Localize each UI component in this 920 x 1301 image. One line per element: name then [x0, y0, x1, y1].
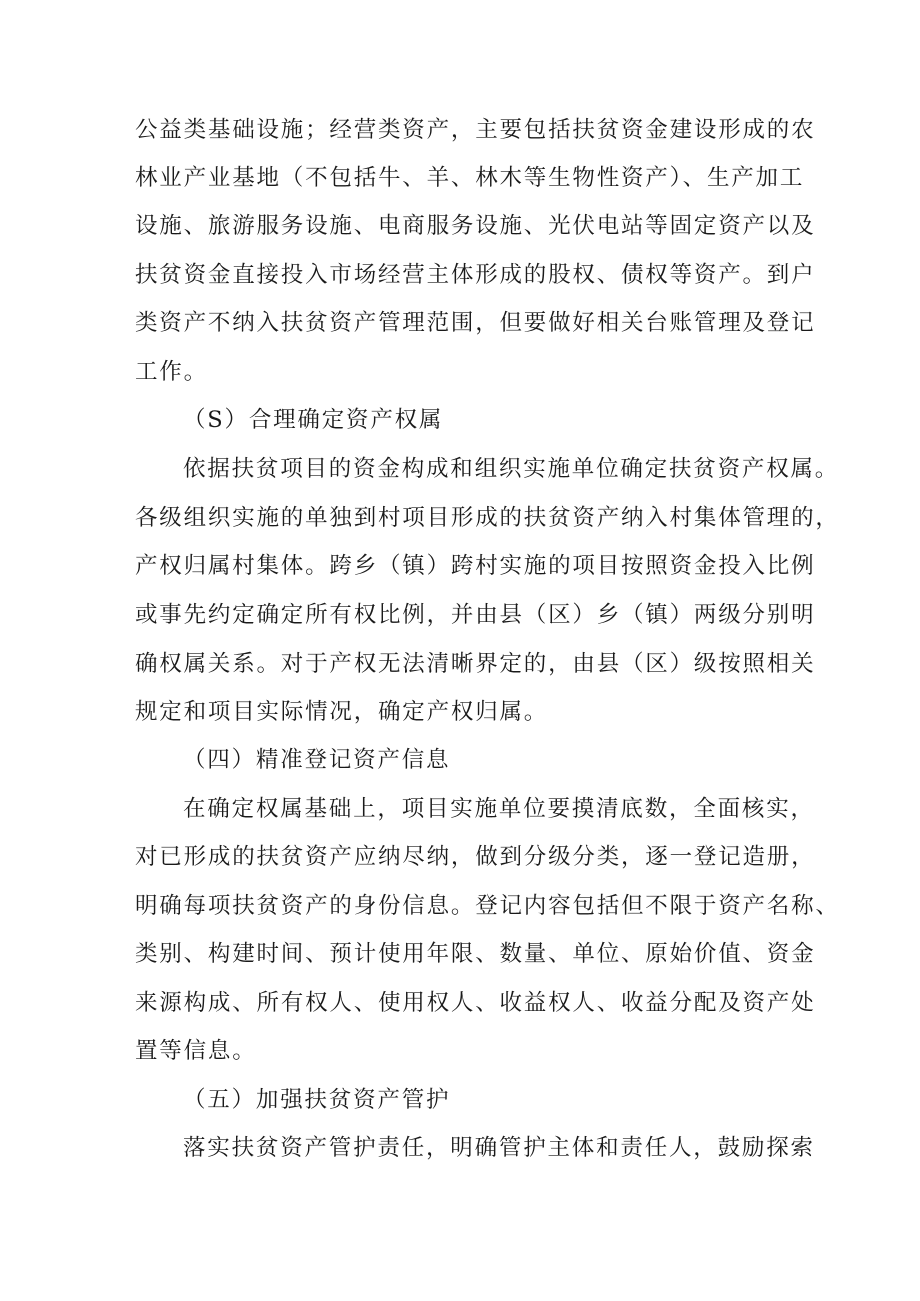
- body-text-line: 扶贫资金直接投入市场经营主体形成的股权、债权等资产。到户: [135, 262, 816, 288]
- body-text-line: 产权归属村集体。跨乡（镇）跨村实施的项目按照资金投入比例: [135, 553, 816, 579]
- body-text-line: 类别、构建时间、预计使用年限、数量、单位、原始价值、资金: [135, 941, 816, 967]
- section-heading: （S）合理确定资产权属: [183, 407, 444, 433]
- body-text-line: 确权属关系。对于产权无法清晰界定的，由县（区）级按照相关: [135, 651, 816, 677]
- body-text-line: 各级组织实施的单独到村项目形成的扶贫资产纳入村集体管理的，: [135, 505, 840, 531]
- body-text-line: 对已形成的扶贫资产应纳尽纳，做到分级分类，逐一登记造册，: [135, 844, 816, 870]
- body-text-line: 工作。: [135, 359, 208, 385]
- section-heading: （四）精准登记资产信息: [183, 747, 451, 773]
- body-text-line: 置等信息。: [135, 1038, 257, 1064]
- body-text-line: 明确每项扶贫资产的身份信息。登记内容包括但不限于资产名称、: [135, 893, 840, 919]
- body-text-line: 或事先约定确定所有权比例，并由县（区）乡（镇）两级分别明: [135, 602, 816, 628]
- body-text-line: 类资产不纳入扶贫资产管理范围，但要做好相关台账管理及登记: [135, 310, 816, 336]
- section-heading: （五）加强扶贫资产管护: [183, 1087, 451, 1113]
- body-text-line: 设施、旅游服务设施、电商服务设施、光伏电站等固定资产以及: [135, 213, 816, 239]
- body-text-line: 来源构成、所有权人、使用权人、收益权人、收益分配及资产处: [135, 990, 816, 1016]
- paragraph-first-line: 依据扶贫项目的资金构成和组织实施单位确定扶贫资产权属。: [183, 456, 840, 482]
- paragraph-first-line: 落实扶贫资产管护责任，明确管护主体和责任人，鼓励探索: [183, 1135, 815, 1161]
- body-text-line: 规定和项目实际情况，确定产权归属。: [135, 699, 549, 725]
- body-text-line: 林业产业基地（不包括牛、羊、林木等生物性资产）、生产加工: [135, 165, 805, 191]
- body-text-line: 公益类基础设施；经营类资产，主要包括扶贫资金建设形成的农: [135, 117, 816, 143]
- paragraph-first-line: 在确定权属基础上，项目实施单位要摸清底数，全面核实，: [183, 796, 815, 822]
